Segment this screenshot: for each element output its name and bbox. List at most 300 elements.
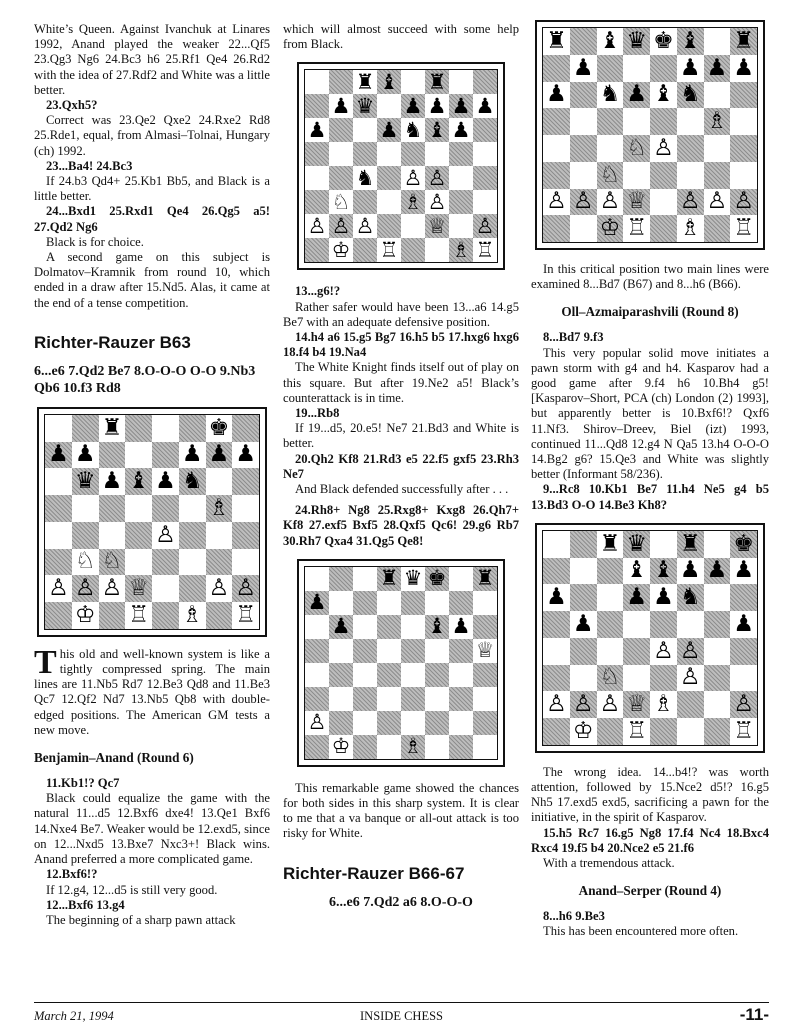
black-rook-icon: ♜ [733,28,754,54]
board-square [570,665,597,692]
board-square [206,495,233,522]
section-heading: Richter-Rauzer B63 [34,332,191,352]
board-square [570,611,597,638]
board-square [377,142,401,166]
board-square [449,663,473,687]
white-king-icon: ♔ [331,238,351,262]
board-square [377,70,401,94]
opening-moves: 6...e6 7.Qd2 Be7 8.O-O-O O-O 9.Nb3 Qb6 10.f3 Rd8 [34,363,256,396]
board-square [305,166,329,190]
board-square [377,118,401,142]
white-queen-icon: ♕ [427,214,447,238]
black-pawn-icon: ♟ [733,557,754,584]
board-square [597,28,624,55]
board-square [473,238,497,262]
chess-diagram [535,20,765,250]
move-line: 11.Kb1!? Qc7 [46,776,120,791]
white-rook-icon: ♖ [733,718,754,744]
board-square [72,468,99,495]
white-bishop-icon: ♗ [403,190,423,214]
board-square [72,602,99,629]
white-pawn-icon: ♙ [706,188,728,215]
board-square [353,70,377,94]
white-knight-icon: ♘ [74,548,96,575]
board-square [232,415,259,442]
board-square [704,82,731,109]
board-square [677,558,704,585]
board-square [597,584,624,611]
chessboard [44,414,260,630]
board-square [377,190,401,214]
board-square [125,415,152,442]
board-square [353,687,377,711]
board-square [305,190,329,214]
board-square [677,665,704,692]
black-knight-icon: ♞ [355,166,375,190]
board-square [353,94,377,118]
board-square [305,687,329,711]
white-pawn-icon: ♙ [427,166,447,190]
board-square [597,55,624,82]
board-square [570,135,597,162]
board-square [99,495,126,522]
black-pawn-icon: ♟ [155,468,176,495]
board-square [232,522,259,549]
board-square [597,558,624,585]
board-square [425,118,449,142]
board-square [125,495,152,522]
board-square [45,442,72,469]
black-knight-icon: ♞ [181,468,203,495]
white-queen-icon: ♕ [475,638,495,663]
board-square [449,166,473,190]
black-king-icon: ♚ [653,28,674,54]
board-square [401,663,425,687]
board-square [329,687,353,711]
move-line: 23.Qxh5? [46,98,98,113]
black-king-icon: ♚ [208,414,230,441]
black-knight-icon: ♞ [679,81,701,108]
board-square [650,558,677,585]
column-3 [531,22,769,940]
white-rook-icon: ♖ [733,215,754,242]
board-square [305,711,329,735]
board-square [99,522,126,549]
white-king-icon: ♔ [599,215,621,242]
black-pawn-icon: ♟ [733,611,754,637]
board-square [449,142,473,166]
board-square [425,591,449,615]
board-square [623,189,650,216]
black-pawn-icon: ♟ [706,54,728,81]
board-square [473,567,497,591]
board-square [45,495,72,522]
board-square [99,575,126,602]
black-pawn-icon: ♟ [307,590,327,615]
board-square [305,142,329,166]
board-square [425,639,449,663]
paragraph: If 12.g4, 12...d5 is still very good. [46,882,218,897]
white-pawn-icon: ♙ [599,691,621,718]
board-square [377,567,401,591]
board-square [623,691,650,718]
board-square [425,142,449,166]
black-pawn-icon: ♟ [427,94,447,118]
board-square [449,214,473,238]
board-square [72,442,99,469]
board-square [597,691,624,718]
board-square [305,615,329,639]
board-square [650,28,677,55]
paragraph: And Black defended successfully after . . . [295,482,509,497]
black-queen-icon: ♛ [626,530,647,557]
board-square [730,691,757,718]
board-square [677,718,704,745]
board-square [99,415,126,442]
board-square [353,615,377,639]
board-square [377,735,401,759]
board-square [305,118,329,142]
board-square [543,611,570,638]
board-square [206,468,233,495]
board-square [704,584,731,611]
paragraph: This remarkable game showed the chances for both sides in this sharp system. It is clear to me that a va banque or all-out attack is too risky for White. [283,780,519,841]
board-square [449,190,473,214]
board-square [677,531,704,558]
board-square [353,711,377,735]
board-square [449,70,473,94]
board-square [730,584,757,611]
board-square [597,531,624,558]
paragraph: A second game on this subject is Dolmatov–Kramnik from round 10, which ended in a draw after 15.Nd5. Alas, it came at the end of a tense competition. [34,250,270,310]
board-square [623,718,650,745]
board-square [570,55,597,82]
white-pawn-icon: ♙ [572,188,594,215]
board-square [425,214,449,238]
board-square [329,118,353,142]
board-square [677,162,704,189]
board-square [377,238,401,262]
board-square [45,468,72,495]
board-square [730,82,757,109]
board-square [704,189,731,216]
black-rook-icon: ♜ [546,28,567,54]
board-square [152,442,179,469]
board-square [570,718,597,745]
paragraph: This has been encountered more often. [543,924,739,939]
board-square [650,665,677,692]
move-line: 14.h4 a6 15.g5 Bg7 16.h5 b5 17.hxg6 hxg6 18.f4 b4 19.Na4 [283,330,519,360]
chessboard [304,69,498,263]
white-knight-icon: ♘ [599,161,621,188]
board-square [72,549,99,576]
board-square [425,166,449,190]
board-square [305,567,329,591]
paragraph: With a tremendous attack. [543,856,675,871]
board-square [152,415,179,442]
board-square [730,215,757,242]
board-square [677,638,704,665]
column-2 [283,22,519,919]
board-square [232,575,259,602]
board-square [623,611,650,638]
white-bishop-icon: ♗ [679,215,701,242]
board-square [401,238,425,262]
black-bishop-icon: ♝ [427,614,447,639]
black-pawn-icon: ♟ [101,468,123,495]
board-square [72,575,99,602]
white-pawn-icon: ♙ [101,575,123,602]
board-square [179,495,206,522]
board-square [473,687,497,711]
board-square [543,28,570,55]
black-rook-icon: ♜ [379,566,399,591]
board-square [45,415,72,442]
white-queen-icon: ♕ [626,691,647,718]
board-square [329,735,353,759]
board-square [179,522,206,549]
board-square [730,28,757,55]
board-square [72,415,99,442]
board-square [650,691,677,718]
black-rook-icon: ♜ [427,70,447,94]
board-square [543,189,570,216]
white-bishop-icon: ♗ [403,734,423,759]
move-line: 12.Bxf6!? [46,867,98,882]
white-pawn-icon: ♙ [679,637,701,664]
board-square [449,711,473,735]
board-square [353,591,377,615]
board-square [473,591,497,615]
black-queen-icon: ♛ [626,28,647,54]
chessboard [542,530,758,746]
black-pawn-icon: ♟ [331,94,351,118]
board-square [730,718,757,745]
move-line: 20.Qh2 Kf8 21.Rd3 e5 22.f5 gxf5 23.Rh3 Ne7 [283,451,519,481]
board-square [425,687,449,711]
white-pawn-icon: ♙ [307,214,327,238]
board-square [570,189,597,216]
board-square [570,691,597,718]
board-square [329,711,353,735]
board-square [305,663,329,687]
white-pawn-icon: ♙ [679,664,701,691]
board-square [401,687,425,711]
board-square [353,118,377,142]
board-square [206,442,233,469]
board-square [704,215,731,242]
board-square [449,238,473,262]
board-square [597,638,624,665]
board-square [543,638,570,665]
board-square [206,522,233,549]
board-square [677,691,704,718]
white-pawn-icon: ♙ [331,214,351,238]
black-pawn-icon: ♟ [653,584,674,611]
black-knight-icon: ♞ [403,118,423,142]
board-square [623,638,650,665]
board-square [597,135,624,162]
black-king-icon: ♚ [733,530,754,557]
board-square [329,238,353,262]
white-pawn-icon: ♙ [546,188,567,215]
black-knight-icon: ♞ [599,81,621,108]
board-square [377,663,401,687]
board-square [650,611,677,638]
black-pawn-icon: ♟ [706,557,728,584]
board-square [473,142,497,166]
board-square [650,584,677,611]
board-square [305,735,329,759]
white-king-icon: ♔ [331,734,351,759]
game-heading: Benjamin–Anand (Round 6) [34,750,194,766]
board-square [704,135,731,162]
board-square [570,162,597,189]
chess-diagram [297,559,505,767]
board-square [730,638,757,665]
white-bishop-icon: ♗ [653,691,674,718]
black-pawn-icon: ♟ [546,584,567,611]
board-square [125,602,152,629]
white-rook-icon: ♖ [235,602,256,628]
board-square [72,495,99,522]
board-square [543,162,570,189]
board-square [730,665,757,692]
board-square [305,214,329,238]
board-square [152,549,179,576]
move-line: 8...Bd7 9.f3 [543,330,604,345]
board-square [401,94,425,118]
board-square [353,190,377,214]
drop-cap: T [34,643,57,681]
board-square [329,663,353,687]
board-square [305,70,329,94]
board-square [125,522,152,549]
board-square [329,214,353,238]
game-heading: Oll–Azmaiparashvili (Round 8) [561,304,739,320]
board-square [425,70,449,94]
board-square [329,94,353,118]
board-square [377,214,401,238]
board-square [449,567,473,591]
black-pawn-icon: ♟ [307,118,327,142]
board-square [543,665,570,692]
board-square [152,468,179,495]
board-square [677,189,704,216]
board-square [623,135,650,162]
board-square [473,214,497,238]
board-square [570,531,597,558]
board-square [449,118,473,142]
white-knight-icon: ♘ [626,135,647,161]
board-square [650,55,677,82]
black-pawn-icon: ♟ [235,441,256,468]
board-square [543,531,570,558]
black-bishop-icon: ♝ [427,118,447,142]
board-square [704,665,731,692]
black-pawn-icon: ♟ [626,584,647,611]
board-square [206,549,233,576]
white-pawn-icon: ♙ [679,188,701,215]
white-pawn-icon: ♙ [599,188,621,215]
board-square [329,591,353,615]
board-square [543,108,570,135]
black-queen-icon: ♛ [355,94,375,118]
black-pawn-icon: ♟ [208,441,230,468]
black-bishop-icon: ♝ [653,557,674,584]
board-square [425,615,449,639]
board-square [570,108,597,135]
paragraph: Rather safer would have been 13...a6 14.g5 Be7 with an adequate defensive position. [283,299,519,329]
board-square [597,162,624,189]
paragraph: which will almost succeed with some help from Black. [283,22,519,52]
move-line: 9...Rc8 10.Kb1 Be7 11.h4 Ne5 g4 b5 13.Bd3 O-O 14.Be3 Kh8? [531,482,769,512]
board-square [401,118,425,142]
board-square [232,602,259,629]
board-square [650,108,677,135]
white-bishop-icon: ♗ [706,108,728,135]
black-king-icon: ♚ [427,566,447,591]
board-square [597,215,624,242]
board-square [597,718,624,745]
white-pawn-icon: ♙ [355,214,375,238]
paragraph: If 24.b3 Qd4+ 25.Kb1 Bb5, and Black is a little better. [34,174,270,204]
white-knight-icon: ♘ [599,664,621,691]
white-pawn-icon: ♙ [572,691,594,718]
board-square [704,638,731,665]
move-line: 24...Bxd1 25.Rxd1 Qe4 26.Qg5 a5! 27.Qd2 Ng6 [34,204,270,234]
board-square [425,711,449,735]
black-bishop-icon: ♝ [128,468,149,495]
black-bishop-icon: ♝ [626,557,647,584]
board-square [125,549,152,576]
board-square [329,190,353,214]
board-square [377,687,401,711]
board-square [623,558,650,585]
black-bishop-icon: ♝ [679,28,701,54]
board-square [329,639,353,663]
board-square [623,665,650,692]
board-square [677,611,704,638]
white-rook-icon: ♖ [626,718,647,744]
white-rook-icon: ♖ [128,602,149,628]
white-knight-icon: ♘ [331,190,351,214]
board-square [377,639,401,663]
white-pawn-icon: ♙ [653,637,674,664]
chess-diagram [37,407,267,637]
board-square [623,531,650,558]
board-square [206,415,233,442]
black-pawn-icon: ♟ [679,557,701,584]
board-square [353,214,377,238]
board-square [99,442,126,469]
board-square [305,591,329,615]
board-square [597,82,624,109]
board-square [543,82,570,109]
paragraph: Black could equalize the game with the natural 11...d5 12.Bxf6 dxe4! 13.Qe1 Bxf6 14.Nxe4 Be7. Weaker would be 12.exd5, since on 12...Nxd5 13.Bxe7 Nxc3+! Black wins. Anand preferred a more complicated game. [34,791,270,867]
board-square [449,94,473,118]
move-line: 23...Ba4! 24.Bc3 [46,158,133,173]
board-square [72,522,99,549]
board-square [473,615,497,639]
board-square [45,522,72,549]
board-square [730,531,757,558]
board-square [570,638,597,665]
paragraph: White’s Queen. Against Ivanchuk at Linares 1992, Anand played the weaker 22...Qf5 23.Qg3 Ng6 24.Bc3 h6 25.Rf1 Qe4 26.Rd2 with the idea of 27.Rdf2 and White was a little better. [34,22,270,97]
board-square [570,82,597,109]
board-square [425,663,449,687]
page-number: -11- [739,1005,769,1024]
